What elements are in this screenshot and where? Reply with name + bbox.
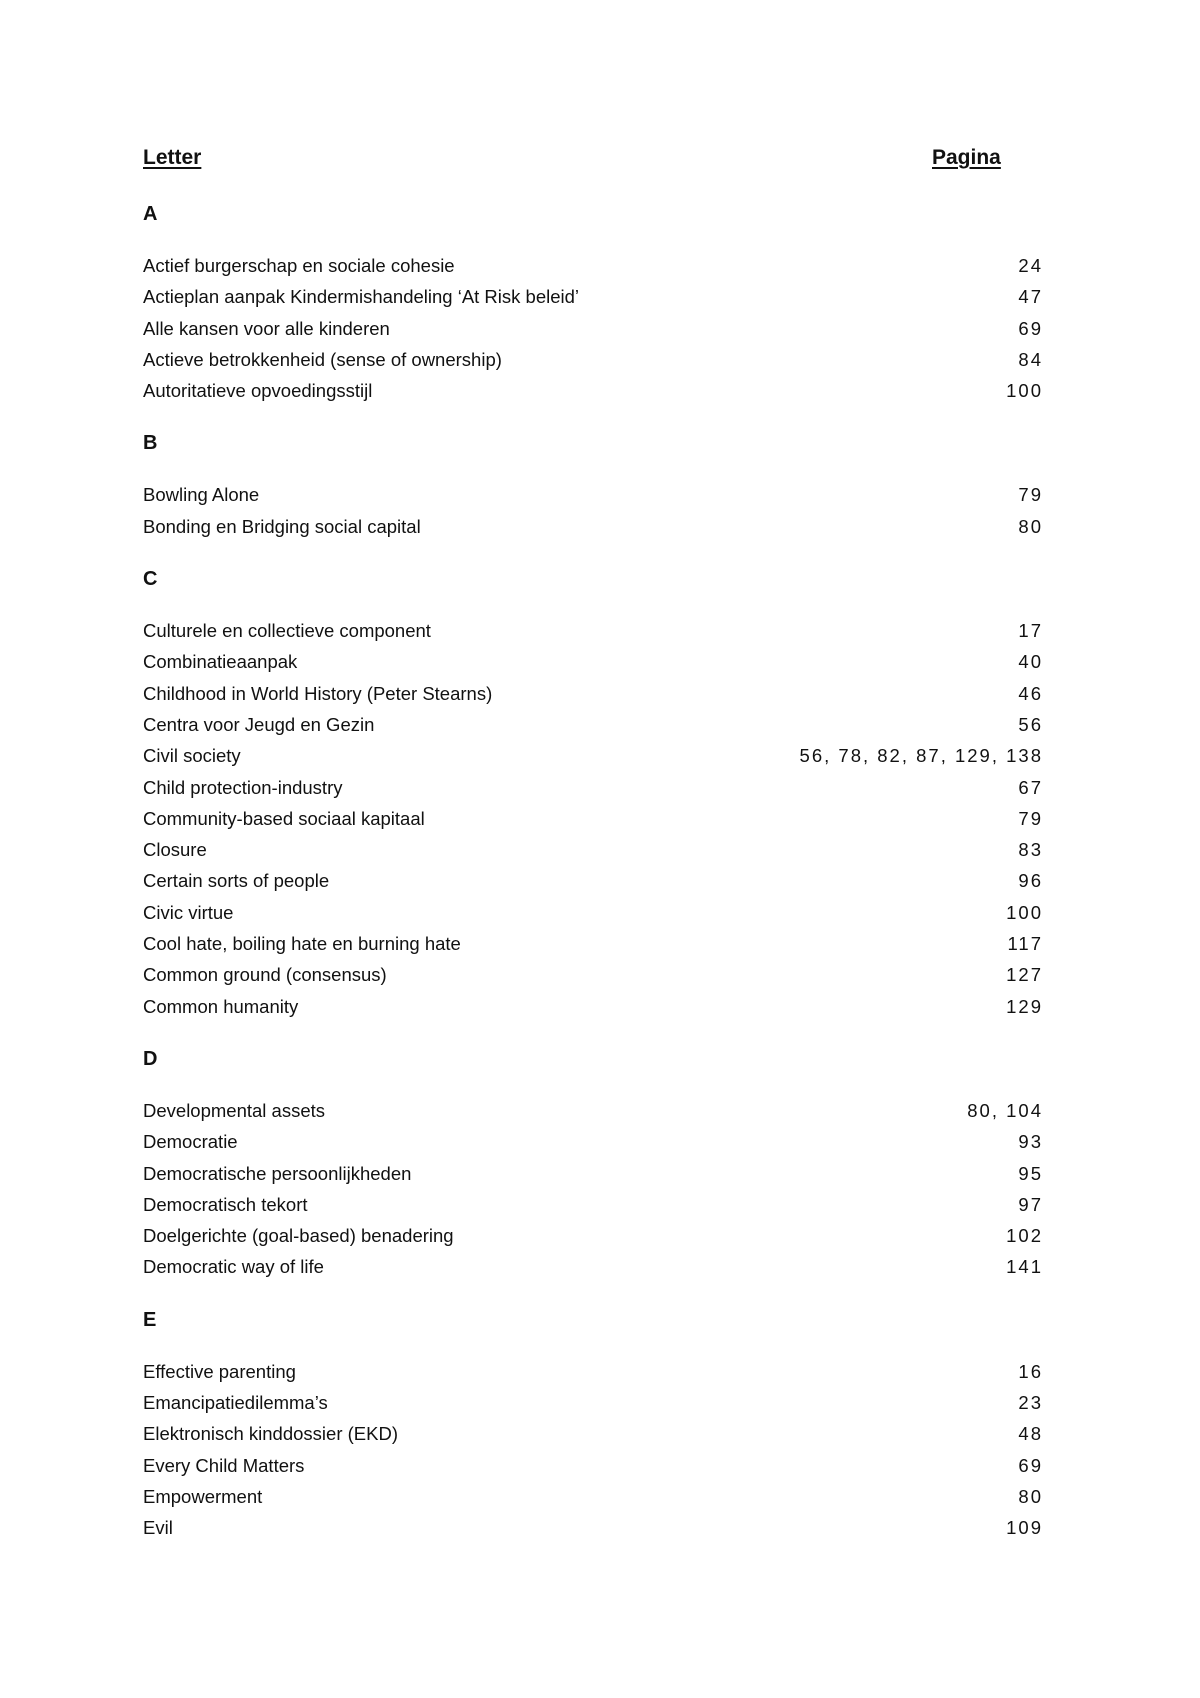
entry-page-number: 67	[1018, 776, 1043, 798]
entry-term: Every Child Matters	[143, 1454, 305, 1476]
index-entry	[143, 959, 1043, 990]
entry-list	[143, 1095, 1043, 1283]
index-entry	[143, 375, 1043, 406]
index-entry	[143, 1418, 1043, 1449]
index-entry	[143, 1512, 1043, 1543]
entry-term: Effective parenting	[143, 1360, 296, 1382]
entry-list	[143, 1356, 1043, 1544]
section-letter: A	[143, 203, 158, 225]
index-entry	[143, 991, 1043, 1022]
entry-page-number: 129	[1006, 995, 1043, 1017]
index-entry	[143, 834, 1043, 865]
entry-page-number: 16	[1018, 1360, 1043, 1382]
index-section-c	[143, 563, 1043, 1022]
entry-term: Common humanity	[143, 995, 299, 1017]
entry-term: Childhood in World History (Peter Stearns)	[143, 682, 493, 704]
index-entry	[143, 678, 1043, 709]
entry-term: Actief burgerschap en sociale cohesie	[143, 255, 455, 276]
entry-page-number: 80	[1018, 1485, 1043, 1507]
entry-page-number: 23	[1018, 1392, 1043, 1414]
index-entry	[143, 281, 1043, 312]
entry-list	[143, 250, 1043, 406]
entry-page-number: 48	[1018, 1423, 1043, 1445]
entry-term: Bonding en Bridging social capital	[143, 515, 421, 537]
entry-term: Civil society	[143, 745, 241, 767]
index-section-e	[143, 1304, 1043, 1544]
entry-term: Developmental assets	[143, 1099, 326, 1121]
entry-page-number: 127	[1006, 964, 1043, 986]
index-entry	[143, 1158, 1043, 1189]
section-letter: C	[143, 568, 158, 591]
entry-page-number: 24	[1018, 255, 1043, 276]
index-entry	[143, 897, 1043, 928]
entry-term: Community-based sociaal kapitaal	[143, 807, 425, 829]
page-column-heading: Pagina	[932, 146, 1001, 169]
entry-page-number: 79	[1018, 807, 1043, 829]
entry-term: Evil	[143, 1517, 173, 1539]
index-section-d	[143, 1043, 1043, 1283]
entry-page-number: 93	[1018, 1131, 1043, 1153]
index-entry	[143, 1095, 1043, 1126]
entry-term: Alle kansen voor alle kinderen	[143, 317, 390, 339]
entry-term: Democratische persoonlijkheden	[143, 1162, 412, 1184]
entry-term: Centra voor Jeugd en Gezin	[143, 713, 375, 735]
index-entry	[143, 615, 1043, 646]
index-entry	[143, 511, 1043, 542]
entry-list	[143, 479, 1043, 542]
index-entry	[143, 709, 1043, 740]
index-sections	[143, 198, 1043, 1544]
entry-term: Democratie	[143, 1131, 238, 1153]
entry-term: Certain sorts of people	[143, 870, 330, 892]
entry-page-number: 80, 104	[967, 1099, 1043, 1121]
entry-page-number: 83	[1018, 839, 1043, 861]
index-entry	[143, 1356, 1043, 1387]
entry-page-number: 100	[1006, 380, 1043, 402]
index-entry	[143, 1126, 1043, 1157]
index-section-b	[143, 427, 1043, 542]
entry-term: Bowling Alone	[143, 484, 260, 506]
entry-term: Culturele en collectieve component	[143, 620, 431, 642]
index-entry	[143, 928, 1043, 959]
section-letter: E	[143, 1308, 157, 1331]
entry-page-number: 69	[1018, 317, 1043, 339]
entry-page-number: 80	[1018, 515, 1043, 537]
index-entry	[143, 1251, 1043, 1282]
index-header	[143, 146, 1043, 174]
entry-page-number: 40	[1018, 651, 1043, 673]
index-entry	[143, 803, 1043, 834]
entry-page-number: 96	[1018, 870, 1043, 892]
entry-term: Closure	[143, 839, 207, 861]
entry-page-number: 56, 78, 82, 87, 129, 138	[799, 745, 1043, 767]
entry-term: Emancipatiedilemma’s	[143, 1392, 328, 1414]
index-entry	[143, 1387, 1043, 1418]
entry-page-number: 79	[1018, 484, 1043, 506]
entry-term: Combinatieaanpak	[143, 651, 298, 673]
entry-list	[143, 615, 1043, 1022]
index-entry	[143, 1481, 1043, 1512]
entry-term: Common ground (consensus)	[143, 964, 387, 986]
entry-term: Autoritatieve opvoedingsstijl	[143, 380, 373, 402]
index-entry	[143, 740, 1043, 771]
entry-term: Actieve betrokkenheid (sense of ownership)	[143, 348, 502, 370]
index-entry	[143, 772, 1043, 803]
entry-page-number: 117	[1007, 933, 1043, 955]
entry-page-number: 95	[1018, 1162, 1043, 1184]
index-entry	[143, 250, 1043, 281]
entry-page-number: 56	[1018, 713, 1043, 735]
entry-term: Cool hate, boiling hate en burning hate	[143, 933, 461, 955]
entry-term: Actieplan aanpak Kindermishandeling ‘At Risk beleid’	[143, 286, 580, 308]
index-entry	[143, 865, 1043, 896]
section-letter: D	[143, 1047, 158, 1070]
entry-term: Empowerment	[143, 1485, 263, 1507]
entry-page-number: 100	[1006, 901, 1043, 923]
entry-page-number: 84	[1018, 348, 1043, 370]
index-entry	[143, 1189, 1043, 1220]
entry-term: Child protection-industry	[143, 776, 343, 798]
entry-page-number: 97	[1018, 1193, 1043, 1215]
entry-term: Democratic way of life	[143, 1256, 324, 1278]
entry-page-number: 47	[1018, 286, 1043, 308]
index-section-a	[143, 198, 1043, 406]
index-entry	[143, 646, 1043, 677]
entry-page-number: 102	[1006, 1225, 1043, 1247]
section-letter: B	[143, 432, 158, 455]
index-entry	[143, 344, 1043, 375]
entry-page-number: 17	[1018, 620, 1043, 642]
entry-page-number: 141	[1006, 1256, 1043, 1278]
entry-page-number: 69	[1018, 1454, 1043, 1476]
index-entry	[143, 1220, 1043, 1251]
entry-term: Doelgerichte (goal-based) benadering	[143, 1225, 454, 1247]
index-entry	[143, 479, 1043, 510]
entry-term: Civic virtue	[143, 901, 234, 923]
entry-page-number: 109	[1006, 1517, 1043, 1539]
entry-term: Democratisch tekort	[143, 1193, 308, 1215]
entry-page-number: 46	[1018, 682, 1043, 704]
index-entry	[143, 313, 1043, 344]
entry-term: Elektronisch kinddossier (EKD)	[143, 1423, 398, 1445]
letter-column-heading: Letter	[143, 146, 202, 169]
index-entry	[143, 1450, 1043, 1481]
